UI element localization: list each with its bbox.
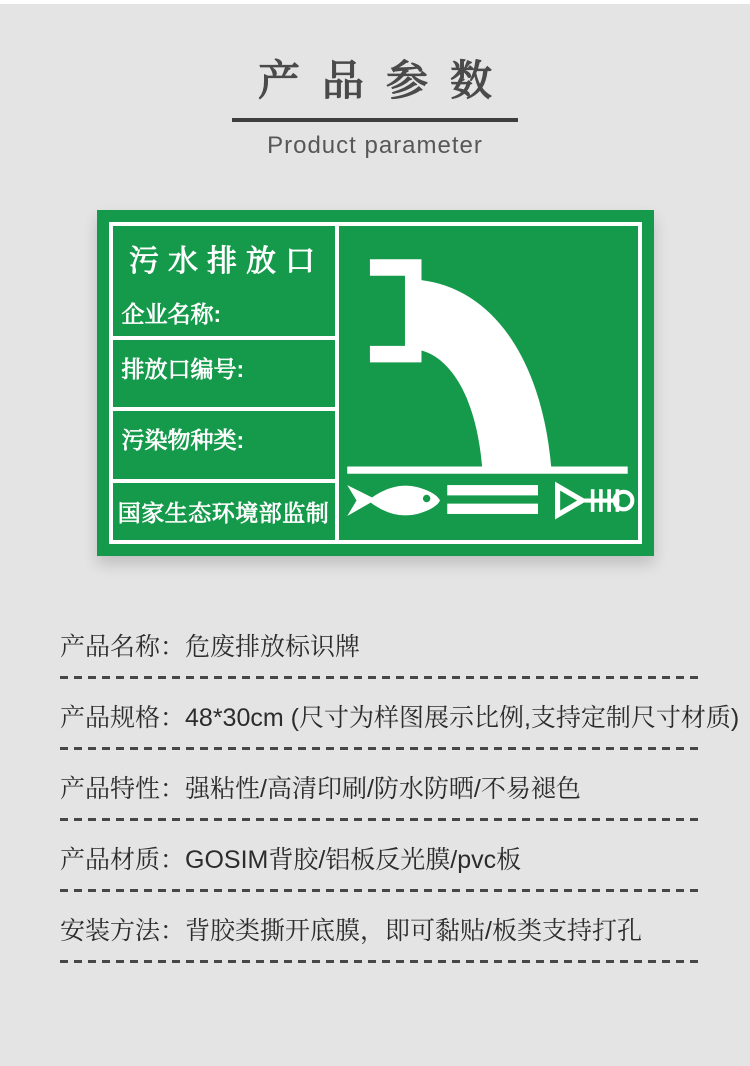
spec-value: 背胶类撕开底膜，即可黏贴/板类支持打孔 — [185, 917, 642, 946]
sign-field-company: 企业名称: — [121, 301, 222, 328]
sign-title-cell — [113, 226, 335, 340]
sign-border-frame — [109, 222, 642, 544]
page-title: 产品参数 — [257, 57, 514, 104]
spec-row-product-material — [60, 843, 700, 892]
sign-title: 污水排放口 — [129, 245, 324, 279]
sewage-discharge-pictogram-icon — [339, 226, 638, 540]
spec-label: 安装方法： — [60, 917, 186, 946]
spec-value: GOSIM背胶/铝板反光膜/pvc板 — [185, 846, 522, 875]
discharge-bar-icon — [447, 485, 538, 495]
spec-label: 产品名称： — [60, 633, 186, 662]
dashed-divider — [60, 960, 700, 963]
product-sign-image — [97, 210, 654, 556]
spec-row-product-feature — [60, 772, 700, 821]
spec-row-product-size — [60, 701, 740, 750]
spec-value: 强粘性/高清印刷/防水防晒/不易褪色 — [185, 775, 581, 804]
sign-left-panel — [113, 226, 339, 540]
spec-row-install-method — [60, 914, 700, 963]
spec-value: 48*30cm (尺寸为样图展示比例,支持定制尺寸材质) — [185, 704, 740, 733]
discharge-pipe-icon — [419, 280, 551, 469]
sign-right-panel — [339, 226, 638, 540]
spec-row-product-name — [60, 630, 700, 679]
dashed-divider — [60, 818, 700, 821]
title-underline — [232, 118, 518, 122]
page-subtitle: Product parameter — [267, 132, 483, 160]
spec-value: 危废排放标识牌 — [185, 633, 361, 662]
spec-label: 产品规格： — [60, 704, 186, 733]
header — [0, 4, 750, 160]
spec-label: 产品特性： — [60, 775, 186, 804]
dashed-divider — [60, 676, 700, 679]
dashed-divider — [60, 747, 700, 750]
water-line-icon — [347, 467, 627, 474]
sign-field-pollutant-type: 污染物种类: — [113, 411, 335, 483]
spec-list — [60, 630, 740, 963]
sign-footer-authority: 国家生态环境部监制 — [117, 500, 330, 527]
fish-icon — [347, 485, 440, 516]
outlet-bracket-icon — [369, 259, 421, 362]
sign-field-outlet-number: 排放口编号: — [113, 340, 335, 411]
discharge-bar-icon — [447, 504, 538, 514]
spec-label: 产品材质： — [60, 846, 186, 875]
fish-skeleton-icon — [557, 486, 632, 515]
dashed-divider — [60, 889, 700, 892]
